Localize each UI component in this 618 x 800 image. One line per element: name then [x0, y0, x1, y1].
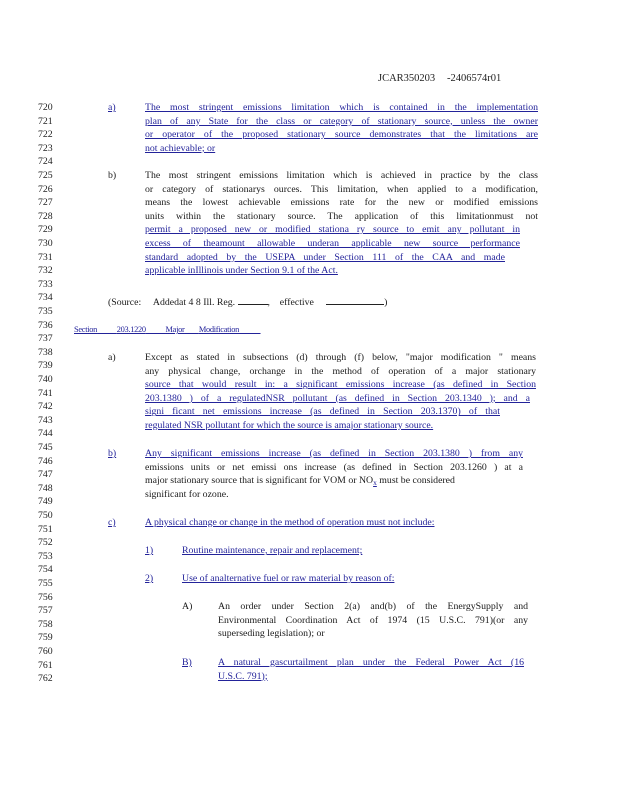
line-number: 748	[38, 482, 53, 494]
line-number: 758	[38, 618, 53, 630]
line-number: 739	[38, 360, 53, 372]
item-B-label: B)	[182, 657, 192, 668]
line-number: 756	[38, 591, 53, 603]
item-2-label: 2)	[145, 573, 154, 584]
section-title-major: Major	[165, 325, 185, 334]
line-number: 742	[38, 401, 53, 413]
source-date-blank	[326, 294, 384, 305]
source-effective: effective	[279, 297, 314, 308]
sec-a-line-2: any physical change, orchange in the method of operation of a major stationary	[145, 365, 536, 377]
sec-a-line-4: 203.1380 ) of a regulatedNSR pollutant (as defined in Section 203.1340 ); and a	[145, 392, 530, 404]
line-number: 750	[38, 510, 53, 521]
para-b-line-8: applicable inIllinois under Section 9.1 of the Act.	[145, 265, 338, 277]
line-number: 762	[38, 673, 53, 685]
line-number: 723	[38, 142, 53, 154]
line-number: 730	[38, 238, 53, 249]
line-number: 725	[38, 170, 53, 181]
line-number: 740	[38, 374, 53, 385]
section-number: 203.1220	[116, 325, 146, 334]
para-b-label: b)	[108, 170, 117, 181]
line-number: 746	[38, 455, 53, 467]
sec-b-line-3-text: major stationary source that is significant for VOM or NO	[145, 475, 374, 487]
para-a-line-4: not achievable; or	[145, 142, 216, 154]
line-number: 724	[38, 156, 53, 168]
item-2-text: Use of analternative fuel or raw material by reason of:	[182, 573, 395, 584]
line-number: 747	[38, 469, 53, 481]
item-A-line-1: An order under Section 2(a) and(b) of the EnergySupply and	[218, 601, 528, 612]
sec-c-text: A physical change or change in the method of operation must not include:	[145, 517, 435, 528]
line-number: 754	[38, 564, 53, 576]
line-number: 755	[38, 578, 53, 589]
line-number: 736	[38, 319, 53, 331]
line-number: 731	[38, 251, 53, 263]
source-comma: ,	[267, 297, 270, 308]
para-b-line-7: standard adopted by the USEPA under Section 111 of the CAA and made	[145, 251, 505, 263]
line-number: 726	[38, 183, 53, 195]
para-a-label: a)	[108, 102, 116, 113]
line-number: 743	[38, 414, 53, 426]
line-number: 745	[38, 442, 53, 453]
line-number: 734	[38, 292, 53, 304]
document-code: JCAR350203	[378, 73, 436, 84]
line-number: 720	[38, 102, 53, 113]
item-B-line-2: U.S.C. 791);	[218, 670, 268, 682]
para-b-line-4: units within the stationary source. The application of this limitationmust not	[145, 210, 538, 222]
para-b-line-1: The most stringent emissions limitation which is achieved in practice by the class	[145, 170, 538, 181]
line-number: 733	[38, 278, 53, 290]
sec-a-line-6: regulated NSR pollutant for which the source is amajor stationary source.	[145, 420, 434, 431]
line-number: 729	[38, 224, 53, 236]
item-A-line-2: Environmental Coordination Act of 1974 (15 U.S.C. 791)(or any	[218, 614, 528, 626]
section-heading	[74, 323, 266, 337]
item-B-line-1: A natural gascurtailment plan under the Federal Power Act (16	[218, 657, 524, 668]
line-number: 760	[38, 646, 53, 657]
para-a-line-3: or operator of the proposed stationary source demonstrates that the limitations are	[145, 129, 538, 141]
line-number: 722	[38, 129, 53, 141]
sec-b-line-4: significant for ozone.	[145, 488, 229, 500]
line-number: 737	[38, 333, 53, 345]
line-number: 751	[38, 523, 53, 535]
line-number: 728	[38, 210, 53, 222]
sec-c-label: c)	[108, 517, 116, 528]
sec-b-label: b)	[108, 448, 117, 459]
sec-a-line-3: source that would result in: a significant emissions increase (as defined in Section	[145, 379, 536, 391]
line-number: 744	[38, 428, 53, 440]
sec-a-line-5: signi ficant net emissions increase (as defined in Section 203.1370) of that	[145, 406, 500, 418]
line-number: 761	[38, 659, 53, 671]
sec-b-line-3-tail: must be considered	[379, 475, 455, 487]
line-number: 752	[38, 537, 53, 549]
para-b-line-6: excess of theamount allowable underan applicable new source performance	[145, 238, 520, 249]
source-note	[108, 294, 387, 310]
section-word: Section	[74, 325, 98, 334]
item-1-label: 1)	[145, 545, 154, 556]
para-b-line-2: or category of stationarys ources. This limitation, when applied to a modification,	[145, 183, 538, 195]
para-b-line-3: means the lowest achievable emissions rate for the new or modified emissions	[145, 197, 538, 209]
para-b-line-5: permit a proposed new or modified stationa ry source to emit any pollutant in	[145, 224, 520, 236]
source-prefix: (Source:	[108, 297, 142, 308]
item-1-text: Routine maintenance, repair and replacement;	[182, 545, 363, 556]
line-number: 732	[38, 265, 53, 277]
source-register-blank	[238, 294, 268, 305]
sec-b-line-2: emissions units or net emissi ons increase (as defined in Section 203.1260 ) at a	[145, 461, 523, 473]
item-A-label: A)	[182, 601, 193, 612]
document-number: -2406574r01	[447, 73, 502, 84]
sec-b-line-1: Any significant emissions increase (as defined in Section 203.1380 ) from any	[145, 448, 523, 459]
line-number: 753	[38, 550, 53, 562]
para-a-line-1: The most stringent emissions limitation which is contained in the implementation	[145, 102, 538, 113]
para-a-line-2: plan of any State for the class or category of stationary source, unless the owner	[145, 115, 538, 127]
line-number: 738	[38, 346, 53, 358]
line-number: 741	[38, 387, 53, 399]
source-close: )	[384, 297, 388, 308]
line-number: 735	[38, 306, 53, 317]
line-number: 721	[38, 115, 53, 127]
line-number: 749	[38, 496, 53, 508]
section-title-modification: Modification	[198, 325, 239, 334]
line-number: 727	[38, 197, 53, 209]
sec-a-label: a)	[108, 352, 116, 363]
item-A-line-3: superseding legislation); or	[218, 628, 325, 640]
sec-b-subscript: x	[373, 478, 377, 488]
line-number: 759	[38, 632, 53, 644]
source-text: Addedat 4 8 Ill. Reg.	[152, 297, 236, 308]
line-number: 757	[38, 605, 53, 617]
sec-a-line-1: Except as stated in subsections (d) through (f) below, "major modification " means	[145, 352, 536, 363]
